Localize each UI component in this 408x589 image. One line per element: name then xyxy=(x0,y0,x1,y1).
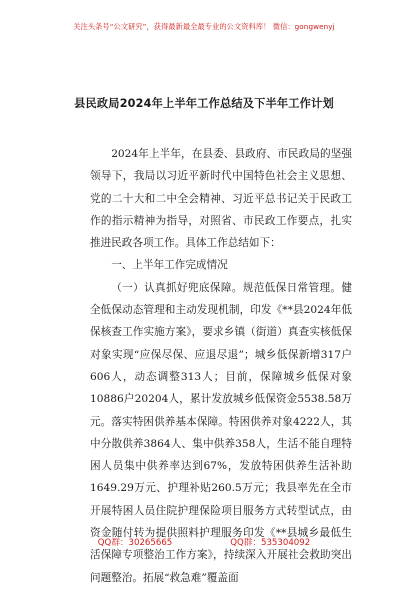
intro-paragraph: 2024年上半年，在县委、县政府、市民政局的坚强领导下，我局以习近平新时代中国特色社会主义思想、党的二十大和二中全会精神、习近平总书记关于民政工作的指示精神为指导，对照省、市民政工作要点，扎实推进民政各项工作。具体工作总结如下： xyxy=(90,148,352,250)
footer-qq-group-1: QQ群：30265665 xyxy=(97,538,173,548)
document-body xyxy=(90,143,352,589)
section-heading: 一、上半年工作完成情况 xyxy=(111,259,228,272)
footer xyxy=(0,536,408,548)
footer-qq-group-2: QQ群：535304092 xyxy=(230,538,311,548)
body-paragraph: （一）认真抓好兜底保障。规范低保日常管理。健全低保动态管理和主动发现机制，印发《**县2024年低保核查工作实施方案》，要求乡镇（街道）真查实核低保对象实现“应保尽保、应退尽退”；城乡低保新增317户606人，动态调整313人；目前，保障城乡低保对象10886户20204人，累计发放城乡低保资金5538.58万元。落实特困供养基本保障。特困供养对象4222人，其中分散供养3864人、集中供养358人，生活不能自理特困人员集中供养率达到67%，发放特困供养生活补助1649.29万元、护理补贴260.5万元；我县率先在全市开展特困人员住院护理保险项目服务方式转型试点，由资金随付转为提供照料护理服务印发《**县城乡最低生活保障专项整治工作方案》，持续深入开展社会救助突出问题整治。拓展“救急难”覆盖面 xyxy=(90,281,352,584)
header-banner: 关注头条号“公文研究”，获得最新最全最专业的公文资料库！ 微信：gongwenyj xyxy=(73,22,335,31)
document-title: 县民政局2024年上半年工作总结及下半年工作计划 xyxy=(74,97,334,110)
